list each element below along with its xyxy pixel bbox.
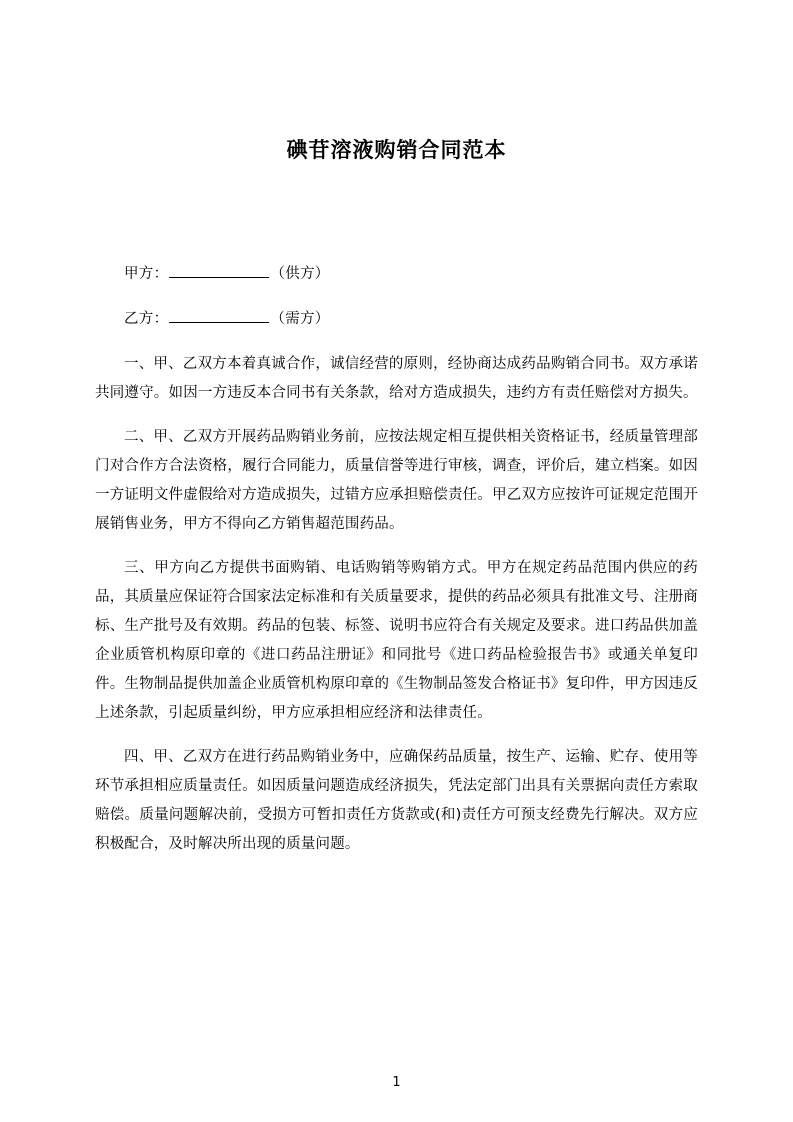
clause-4: 四、甲、乙双方在进行药品购销业务中，应确保药品质量，按生产、运输、贮存、使用等环节承担相应质量责任。如因质量问题造成经济损失，凭法定部门出具有关票据向责任方索取赔偿。质量问题解决前，受损方可暂扣责任方货款或(和)责任方可预支经费先行解决。双方应积极配合，及时解决所出现的质量问题。 <box>95 749 698 853</box>
page-title: 碘苷溶液购销合同范本 <box>286 138 507 162</box>
party-blank-supplier[interactable] <box>169 277 269 278</box>
party-line-supplier <box>95 261 698 289</box>
party-role-supplier: （供方） <box>270 266 330 283</box>
clause-3: 三、甲方向乙方提供书面购销、电话购销等购销方式。甲方在规定药品范围内供应的药品，其质量应保证符合国家法定标准和有关质量要求，提供的药品必须具有批准文号、注册商标、生产批号及有效期。药品的包装、标签、说明书应符合有关规定及要求。进口药品供加盖企业质管机构原印章的《进口药品注册证》和同批号《进口药品检验报告书》或通关单复印件。生物制品提供加盖企业质管机构原印章的《生物制品签发合格证书》复印件，甲方因违反上述条款，引起质量纠纷，甲方应承担相应经济和法律责任。 <box>95 560 698 722</box>
party-label-buyer: 乙方： <box>124 310 169 327</box>
party-role-buyer: （需方） <box>270 310 330 327</box>
clause-2: 二、甲、乙双方开展药品购销业务前，应按法规定相互提供相关资格证书，经质量管理部门对合作方合法资格，履行合同能力，质量信誉等进行审核，调查，评价后，建立档案。如因一方证明文件虚假给对方造成损失，过错方应承担赔偿责任。甲乙双方应按许可证规定范围开展销售业务，甲方不得向乙方销售超范围药品。 <box>95 429 698 533</box>
page-number: 1 <box>392 1075 401 1090</box>
party-label-supplier: 甲方： <box>124 266 169 283</box>
party-block <box>95 165 698 333</box>
party-line-buyer <box>95 306 698 334</box>
party-blank-buyer[interactable] <box>169 322 269 323</box>
clause-1: 一、甲、乙双方本着真诚合作，诚信经营的原则，经协商达成药品购销合同书。双方承诺共同遵守。如因一方违反本合同书有关条款，给对方造成损失，违约方有责任赔偿对方损失。 <box>95 356 698 402</box>
